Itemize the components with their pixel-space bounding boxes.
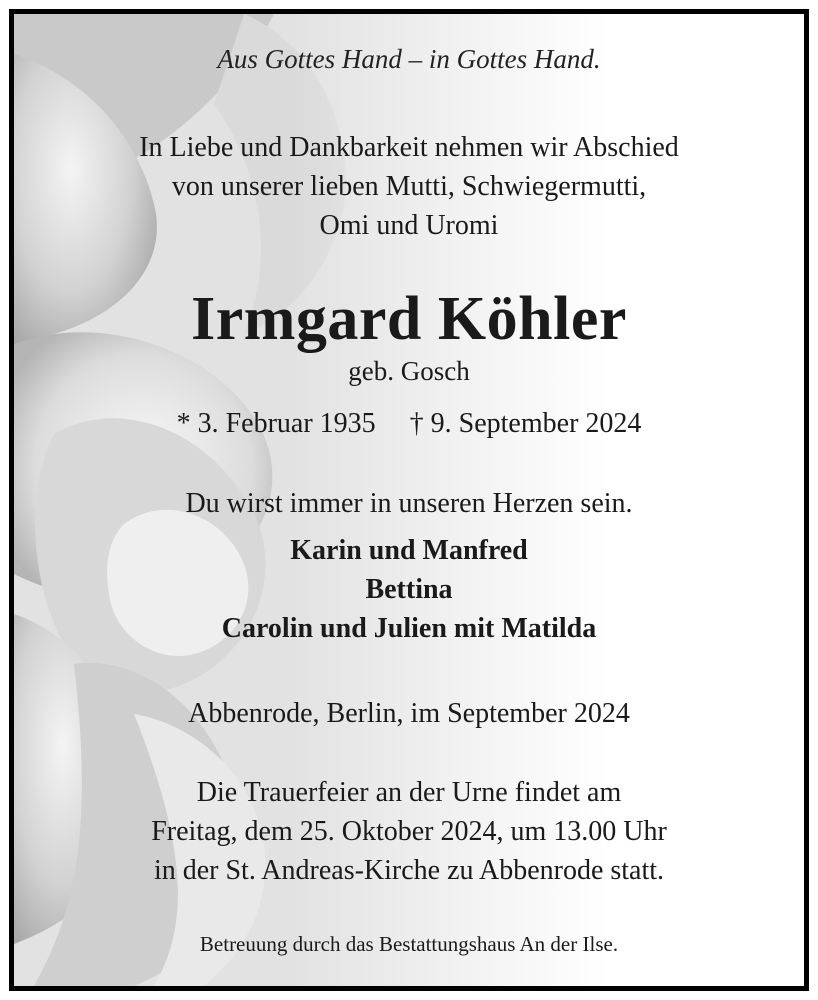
family-member: Bettina bbox=[365, 574, 453, 605]
undertaker-credit: Betreuung durch das Bestattungshaus An der Ilse. bbox=[199, 932, 619, 956]
deceased-name: Irmgard Köhler bbox=[191, 285, 627, 353]
notice-background bbox=[14, 14, 804, 986]
funeral-info-line: in der St. Andreas-Kirche zu Abbenrode statt. bbox=[153, 855, 665, 886]
birth-date: * 3. Februar 1935 bbox=[176, 408, 376, 439]
family-member: Karin und Manfred bbox=[290, 535, 528, 566]
intro-line: von unserer lieben Mutti, Schwiegermutti, bbox=[171, 171, 647, 202]
intro-line: In Liebe und Dankbarkeit nehmen wir Abschied bbox=[139, 132, 679, 163]
death-date: † 9. September 2024 bbox=[409, 408, 642, 439]
birth-name: geb. Gosch bbox=[348, 356, 470, 386]
family-member: Carolin und Julien mit Matilda bbox=[221, 613, 597, 644]
life-dates bbox=[14, 408, 804, 440]
place-date: Abbenrode, Berlin, im September 2024 bbox=[188, 698, 630, 729]
notice-text bbox=[14, 14, 804, 986]
memorial-quote: Du wirst immer in unseren Herzen sein. bbox=[185, 488, 633, 519]
motto: Aus Gottes Hand – in Gottes Hand. bbox=[217, 44, 601, 74]
funeral-info-line: Die Trauerfeier an der Urne findet am bbox=[196, 777, 622, 808]
funeral-info-line: Freitag, dem 25. Oktober 2024, um 13.00 Uhr bbox=[151, 816, 667, 847]
intro-line: Omi und Uromi bbox=[319, 210, 499, 241]
obituary-notice bbox=[9, 9, 809, 991]
